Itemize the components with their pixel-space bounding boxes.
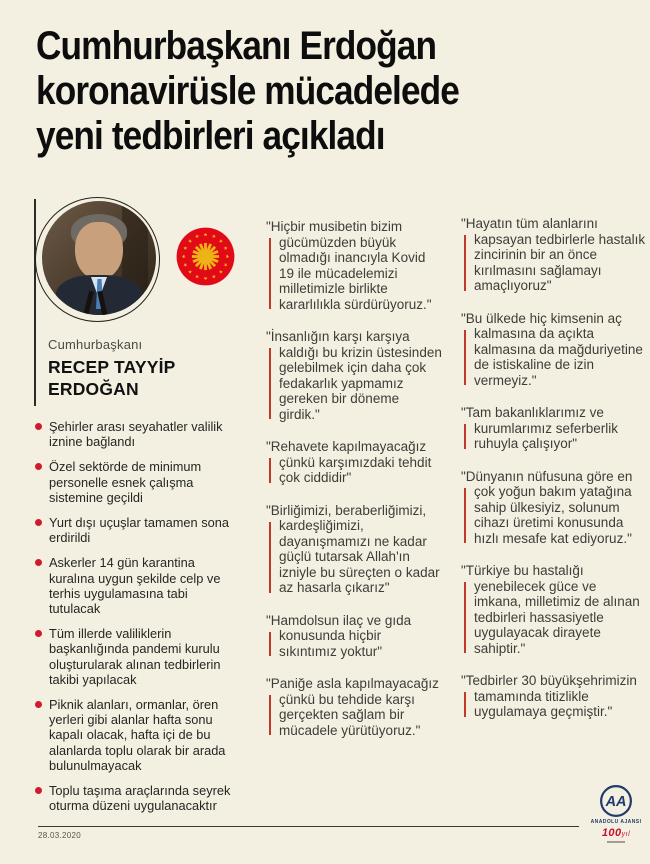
quote-block [461,673,647,720]
quote-block [461,311,647,389]
measure-text: Tüm illerde valiliklerin başkanlığında pandemi kurulu oluşturularak alınan tedbirlerin takibi yapılacak [49,626,221,687]
measures-list [34,419,238,823]
measure-text: Askerler 14 gün karantina kuralına uygun şekilde celp ve terhis uygulamasına tabi tutulacak [49,555,221,617]
page-title [36,24,459,159]
quote-text: "İnsanlığın karşı karşıya kaldığı bu krizin üstesinden gelebilmek için daha çok fedakarlık yapmamız gereken bir döneme girdik." [266,329,442,422]
title-line-3: yeni tedbirleri açıkladı [36,114,385,158]
bullet-icon [35,463,42,470]
portrait-face [75,222,123,280]
list-item [34,555,238,616]
quote-text: "Tam bakanlıklarımız ve kurumlarımız seferberlik ruhuyla çalışıyor" [461,405,619,451]
agency-name: ANADOLU AJANSI [590,819,642,825]
quote-block [461,405,647,452]
quote-column-2 [461,216,647,737]
measure-text: Toplu taşıma araçlarında seyrek oturma düzeni uygulanacaktır [49,783,231,814]
quote-block [266,219,442,312]
centennial-word: yıl [621,831,631,838]
quote-text: "Tedbirler 30 büyükşehrimizin tamamında titizlikle uygulamaya geçmiştir." [461,673,637,719]
anadolu-agency-logo [586,784,646,843]
quote-block [461,469,647,547]
quote-text: "Hiçbir musibetin bizim gücümüzden büyük olmadığı inancıyla Kovid 19 ile mücadelemizi milletimizle birlikte kararlılıkla sürdürüyoruz." [266,219,432,312]
person-name [48,356,176,400]
person-name-line-1: RECEP TAYYİP [48,357,176,377]
centennial-100-yil-logo [586,828,646,839]
title-line-2: koronavirüsle mücadelede [36,69,459,113]
bullet-icon [35,519,42,526]
quote-block [266,439,442,486]
list-item [34,419,238,449]
quote-text: "Dünyanın nüfusuna göre en çok yoğun bakım yatağına sahip ülkesiyiz, solunum cihazı üretimi konusunda hızlı mesafe kat ediyoruz." [461,468,633,546]
aa-logo-icon [599,784,633,818]
quote-text: "Rehavete kapılmayacağız çünkü karşımızdaki tehdit çok ciddidir" [266,439,432,485]
quote-text: "Paniğe asla kapılmayacağız çünkü bu tehdide karşı gerçekten sağlam bir mücadele yürütüyoruz." [266,676,439,738]
quote-text: "Türkiye bu hastalığı yenebilecek güce ve imkana, milletimiz de alınan tedbirleri hassasiyetle uygulayacak dirayete sahiptir." [461,563,640,656]
list-item [34,459,238,505]
list-item [34,515,238,545]
quote-block [266,329,442,422]
quote-block [266,503,442,596]
quote-text: "Hayatın tüm alanlarını kapsayan tedbirlerle hastalık zincirinin bir an önce kırılmasını sağlamayı amaçlıyoruz" [461,216,646,293]
measure-text: Şehirler arası seyahatler valilik iznine bağlandı [49,419,223,450]
centennial-subline [607,841,625,843]
bullet-icon [35,423,42,430]
bullet-icon [35,559,42,566]
measure-text: Özel sektörde de minimum personelle esnek çalışma sistemine geçildi [49,459,202,505]
footer-divider [38,826,579,827]
title-line-1: Cumhurbaşkanı Erdoğan [36,24,437,68]
role-label: Cumhurbaşkanı [48,337,143,352]
bullet-icon [35,787,42,794]
quote-block [461,216,647,294]
presidential-seal-icon [176,227,235,286]
quote-block [266,676,442,738]
quote-text: "Birliğimizi, beraberliğimizi, kardeşliğimizi, dayanışmamızı ne kadar güçlü tutarsak Allah'ın izniyle bu süreçten o kadar az hasarla çıkarız" [266,502,440,595]
measure-text: Yurt dışı uçuşlar tamamen sona erdirildi [49,515,229,546]
quote-block [461,563,647,656]
publish-date: 28.03.2020 [38,831,82,840]
erdogan-portrait-photo [42,201,156,315]
quote-text: "Bu ülkede hiç kimsenin aç kalmasına da açıkta kalmasına da mağduriyetine de istiskaline de izin vermeyiz." [461,310,643,388]
quote-column-1 [266,219,442,755]
person-name-line-2: ERDOĞAN [48,379,139,399]
centennial-number: 100 [601,827,622,839]
bullet-icon [35,701,42,708]
list-item [34,783,238,813]
aa-initials: AA [605,794,627,811]
list-item [34,697,238,773]
measure-text: Piknik alanları, ormanlar, ören yerleri gibi alanlar hafta sonu kapalı olacak, hafta içi de bu alanlarda toplu olarak bir arada bulunulmayacak [49,697,226,773]
bullet-icon [35,630,42,637]
list-item [34,626,238,687]
quote-block [266,613,442,660]
quote-text: "Hamdolsun ilaç ve gıda konusunda hiçbir sıkıntımız yoktur" [266,612,412,659]
profile-vertical-rule [34,199,36,406]
